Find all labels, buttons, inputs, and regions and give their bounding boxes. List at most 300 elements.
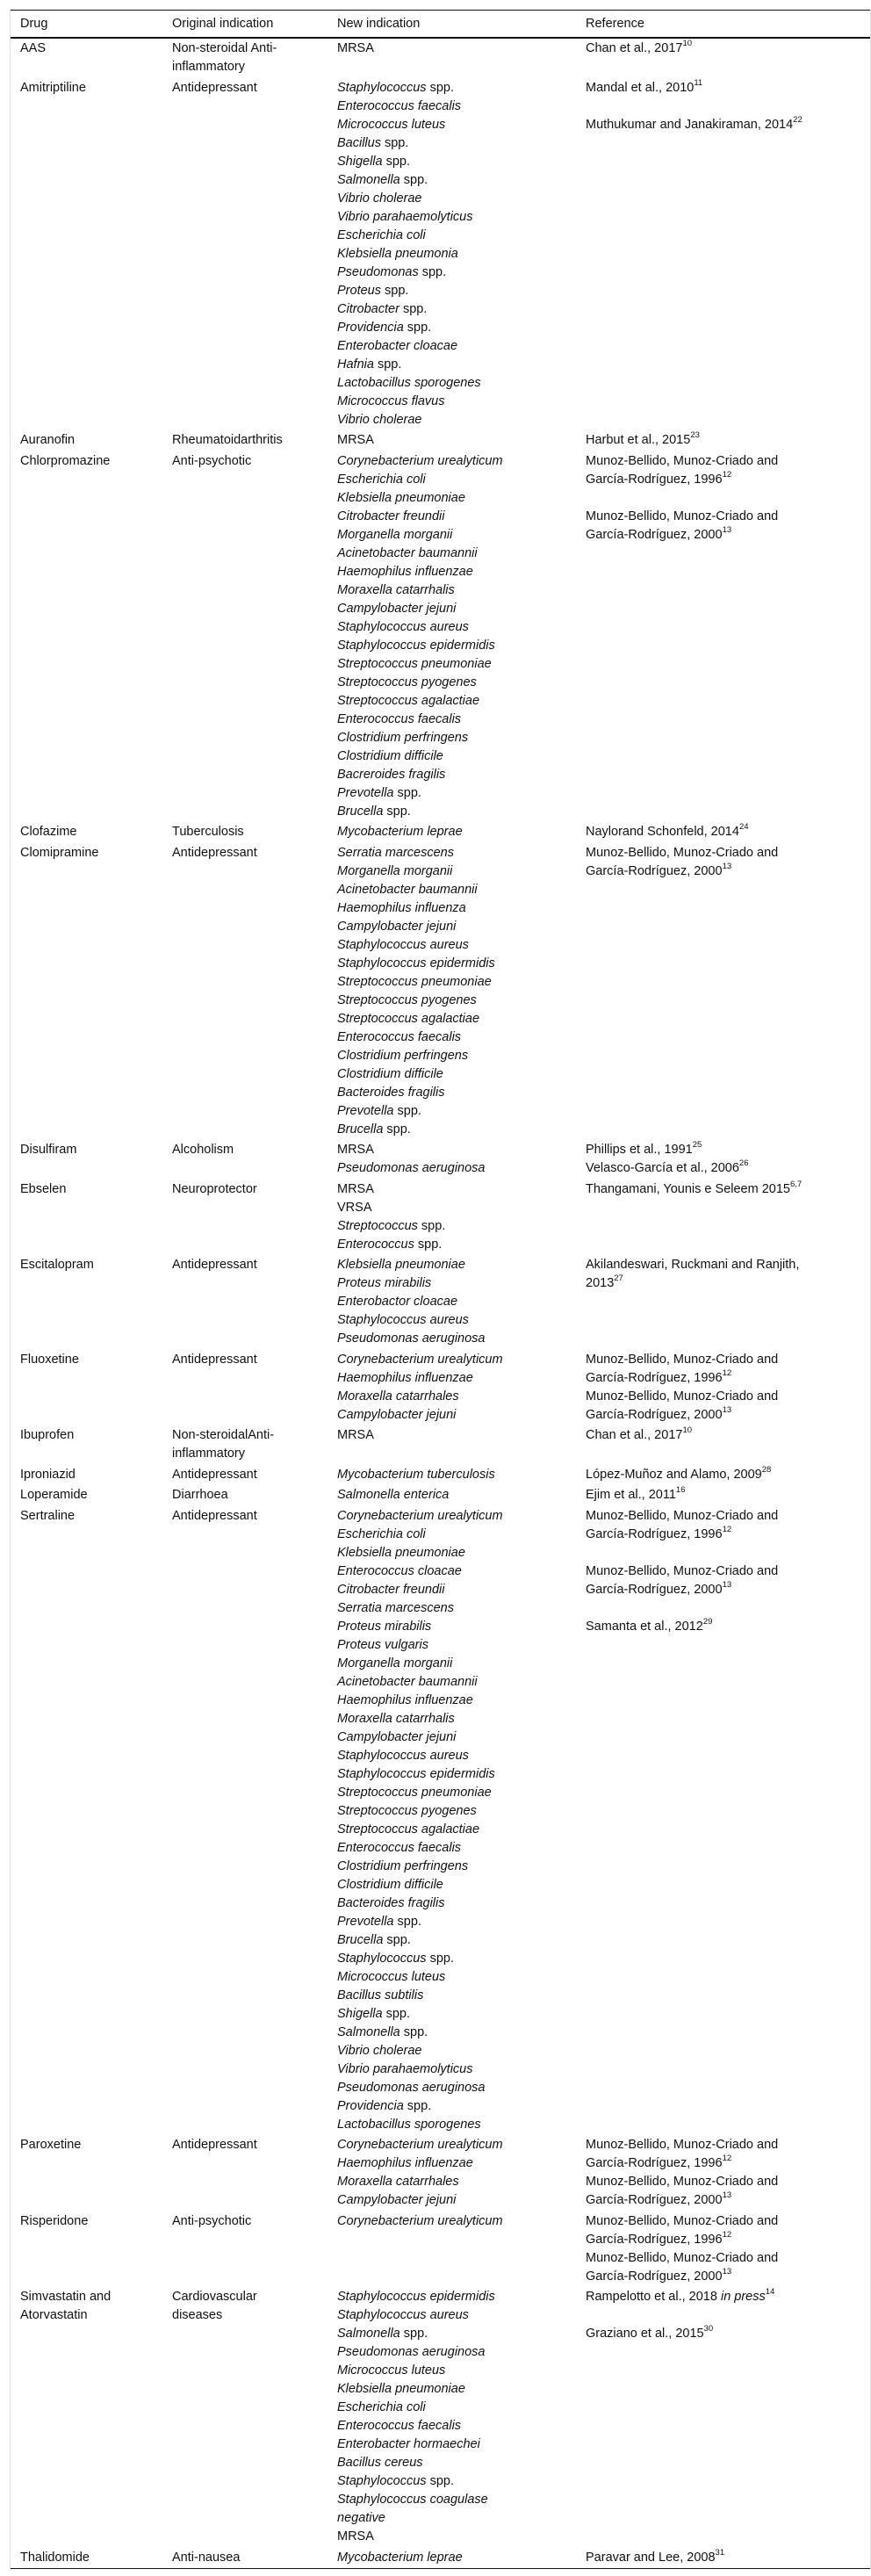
reference-text: Muthukumar and Janakiraman, 2014 bbox=[586, 117, 794, 132]
drug-cell bbox=[11, 1486, 162, 1504]
drug-name: Paroxetine bbox=[20, 2138, 82, 2152]
reference-line bbox=[586, 1618, 868, 1636]
new-indication-item bbox=[337, 2454, 576, 2472]
new-indication-item bbox=[337, 1466, 576, 1484]
new-indication-cell bbox=[328, 1141, 576, 1178]
original-indication: Anti-psychotic bbox=[172, 2213, 252, 2228]
drug-cell bbox=[11, 1256, 162, 1348]
reference-text: Naylorand Schonfeld, 2014 bbox=[586, 825, 739, 839]
new-indication-item bbox=[337, 600, 576, 618]
new-indication-item bbox=[337, 1839, 576, 1858]
organism-name: Corynebacterium urealyticum bbox=[337, 2213, 503, 2228]
original-indication-cell bbox=[162, 1426, 328, 1463]
drug-repurposing-table bbox=[10, 10, 871, 2569]
new-indication-item bbox=[337, 2288, 576, 2306]
reference-cell bbox=[576, 1486, 868, 1504]
reference-text: Munoz-Bellido, Munoz-Criado and bbox=[586, 845, 779, 860]
organism-qualifier: spp. bbox=[393, 1103, 421, 1118]
organism-name: Prevotella bbox=[337, 1103, 394, 1118]
table-row bbox=[11, 430, 870, 451]
organism-name: Pseudomonas bbox=[337, 264, 419, 279]
organism-qualifier: spp. bbox=[382, 2006, 411, 2021]
organism-name: Moraxella catarrhalis bbox=[337, 1711, 455, 1726]
reference-line bbox=[586, 1274, 868, 1293]
reference-cell bbox=[576, 2549, 868, 2567]
table-row bbox=[11, 2287, 870, 2548]
reference-text: García-Rodríguez, 1996 bbox=[586, 2232, 723, 2247]
drug-cell bbox=[11, 1466, 162, 1484]
new-indication-cell bbox=[328, 40, 576, 76]
reference-line bbox=[586, 508, 868, 526]
new-indication-item bbox=[337, 2435, 576, 2454]
organism-qualifier: spp. bbox=[414, 1237, 443, 1252]
original-indication-cell bbox=[162, 40, 328, 76]
reference-cell bbox=[576, 452, 868, 821]
new-indication-item bbox=[337, 766, 576, 784]
organism-qualifier: spp. bbox=[373, 357, 402, 372]
new-indication-item bbox=[337, 881, 576, 899]
original-indication: Antidepressant bbox=[172, 845, 257, 860]
table-row bbox=[11, 1506, 870, 2136]
organism-qualifier: spp. bbox=[383, 1932, 411, 1947]
original-indication: diseases bbox=[172, 2308, 223, 2322]
reference-line bbox=[586, 1406, 868, 1425]
drug-name: Loperamide bbox=[20, 1488, 88, 1502]
new-indication-item bbox=[337, 1065, 576, 1084]
reference-text: Munoz-Bellido, Munoz-Criado and bbox=[586, 2138, 779, 2152]
original-indication: Antidepressant bbox=[172, 2138, 257, 2152]
new-indication-item bbox=[337, 618, 576, 637]
organism-qualifier: spp. bbox=[400, 2024, 428, 2039]
new-indication-cell bbox=[328, 1351, 576, 1425]
organism-name: Salmonella bbox=[337, 2024, 400, 2039]
organism-name: Providencia bbox=[337, 2098, 404, 2113]
reference-line bbox=[586, 1351, 868, 1369]
organism-qualifier: spp. bbox=[400, 2327, 428, 2341]
drug-name: Auranofin bbox=[20, 433, 76, 447]
reference-line bbox=[586, 1466, 868, 1484]
reference-line bbox=[586, 1388, 868, 1406]
new-indication-item bbox=[337, 1426, 576, 1445]
new-indication-item bbox=[337, 1526, 576, 1544]
header-new-indication: New indication bbox=[337, 16, 421, 31]
new-indication-item bbox=[337, 2399, 576, 2417]
new-indication-item bbox=[337, 452, 576, 471]
organism-name: Pseudomonas aeruginosa bbox=[337, 1161, 486, 1175]
reference-line bbox=[586, 2268, 868, 2286]
reference-line bbox=[586, 2306, 868, 2325]
new-indication-item bbox=[337, 1581, 576, 1599]
citation-number: 13 bbox=[722, 524, 732, 535]
organism-name: Enterobactor cloacae bbox=[337, 1295, 458, 1309]
organism-name: Moraxella catarrhales bbox=[337, 1389, 459, 1403]
reference-line bbox=[586, 2154, 868, 2173]
new-indication-item bbox=[337, 2306, 576, 2325]
organism-name: Brucella bbox=[337, 804, 384, 819]
organism-name: Vibrio parahaemolyticus bbox=[337, 2061, 473, 2076]
reference-cell bbox=[576, 40, 868, 76]
new-indication-item bbox=[337, 40, 576, 58]
organism-name: Acinetobacter baumannii bbox=[337, 882, 478, 897]
new-indication-item bbox=[337, 319, 576, 337]
new-indication-item bbox=[337, 1765, 576, 1784]
organism-name: Streptococcus agalactiae bbox=[337, 693, 480, 708]
organism-name: Micrococcus luteus bbox=[337, 2363, 446, 2378]
organism-name: Pseudomonas aeruginosa bbox=[337, 2345, 486, 2359]
reference-text: García-Rodríguez, 1996 bbox=[586, 472, 723, 487]
organism-name: Staphylococcus bbox=[337, 2474, 427, 2488]
new-indication-item bbox=[337, 545, 576, 563]
organism-qualifier: spp. bbox=[393, 1914, 421, 1929]
new-indication-item bbox=[337, 1217, 576, 1236]
citation-number: 10 bbox=[682, 39, 693, 49]
organism-name: Staphylococcus aureus bbox=[337, 619, 469, 634]
drug-cell bbox=[11, 823, 162, 841]
new-indication-item bbox=[337, 973, 576, 992]
reference-text: Munoz-Bellido, Munoz-Criado and bbox=[586, 453, 779, 468]
new-indication-item bbox=[337, 692, 576, 711]
drug-cell bbox=[11, 1180, 162, 1254]
organism-qualifier: spp. bbox=[400, 172, 428, 187]
organism-name: Vibrio cholerae bbox=[337, 191, 422, 206]
new-indication-item bbox=[337, 79, 576, 97]
new-indication-item bbox=[337, 1028, 576, 1047]
new-indication-item bbox=[337, 282, 576, 300]
reference-cell bbox=[576, 1466, 868, 1484]
organism-name: Vibrio cholerae bbox=[337, 2043, 422, 2058]
table-row bbox=[11, 1425, 870, 1465]
new-indication-cell bbox=[328, 1426, 576, 1463]
reference-text: García-Rodríguez, 2000 bbox=[586, 2269, 723, 2284]
new-indication-item bbox=[337, 190, 576, 208]
organism-name: Serratia marcescens bbox=[337, 845, 454, 860]
organism-name: Clostridium perfringens bbox=[337, 730, 469, 745]
organism-name: Corynebacterium urealyticum bbox=[337, 2138, 503, 2152]
new-indication-item bbox=[337, 356, 576, 374]
organism-qualifier: spp. bbox=[418, 264, 447, 279]
organism-name: Clostridium perfringens bbox=[337, 1858, 469, 1873]
organism-qualifier: spp. bbox=[393, 785, 421, 800]
organism-name: Micrococcus luteus bbox=[337, 117, 446, 132]
organism-name: Citrobacter freundii bbox=[337, 1582, 445, 1597]
organism-name: Enterococcus faecalis bbox=[337, 1840, 462, 1855]
reference-line bbox=[586, 452, 868, 471]
new-indication-item bbox=[337, 1728, 576, 1747]
original-indication-cell bbox=[162, 2549, 328, 2567]
new-indication-item bbox=[337, 134, 576, 153]
new-indication-item bbox=[337, 955, 576, 973]
organism-name: Enterococcus faecalis bbox=[337, 2419, 462, 2433]
organism-name: Mycobacterium leprae bbox=[337, 825, 463, 839]
drug-name: Ebselen bbox=[20, 1181, 67, 1196]
reference-cell bbox=[576, 844, 868, 1139]
new-indication-item bbox=[337, 1968, 576, 1987]
organism-name: Enterococcus cloacae bbox=[337, 1563, 462, 1578]
organism-name: Staphylococcus aureus bbox=[337, 1313, 469, 1327]
drug-name: Atorvastatin bbox=[20, 2308, 88, 2322]
table-row bbox=[11, 78, 870, 431]
new-indication-item bbox=[337, 2472, 576, 2491]
reference-cell bbox=[576, 2212, 868, 2286]
new-indication-item bbox=[337, 393, 576, 411]
reference-line bbox=[586, 471, 868, 489]
organism-name: Salmonella enterica bbox=[337, 1488, 450, 1502]
organism-name: Streptococcus pyogenes bbox=[337, 1803, 477, 1818]
organism-name: Streptococcus pneumoniae bbox=[337, 974, 492, 989]
citation-number: 25 bbox=[692, 1140, 702, 1151]
header-drug: Drug bbox=[20, 16, 48, 31]
original-indication: Antidepressant bbox=[172, 1508, 257, 1523]
reference-line bbox=[586, 40, 868, 58]
reference-text: Akilandeswari, Ruckmani and Ranjith, bbox=[586, 1258, 800, 1272]
organism-qualifier: spp. bbox=[399, 301, 428, 316]
reference-line bbox=[586, 2549, 868, 2567]
original-indication: Antidepressant bbox=[172, 80, 257, 95]
original-indication: Non-steroidal Anti- bbox=[172, 41, 277, 55]
new-indication-item bbox=[337, 1987, 576, 2005]
new-indication-cell bbox=[328, 1466, 576, 1484]
new-indication-item bbox=[337, 2509, 576, 2528]
new-indication-item bbox=[337, 563, 576, 581]
new-indication-cell bbox=[328, 1507, 576, 2134]
organism-qualifier: VRSA bbox=[337, 1200, 372, 1215]
new-indication-item bbox=[337, 823, 576, 841]
table-row bbox=[11, 2212, 870, 2288]
organism-qualifier: MRSA bbox=[337, 2529, 374, 2544]
table-body bbox=[11, 39, 870, 2569]
organism-name: Staphylococcus bbox=[337, 1951, 427, 1966]
new-indication-item bbox=[337, 1913, 576, 1931]
reference-line bbox=[586, 2249, 868, 2268]
new-indication-item bbox=[337, 803, 576, 821]
new-indication-item bbox=[337, 1599, 576, 1618]
original-indication-cell bbox=[162, 2212, 328, 2286]
new-indication-item bbox=[337, 1747, 576, 1765]
organism-name: Enterococcus bbox=[337, 1237, 414, 1252]
reference-line bbox=[586, 2212, 868, 2231]
table-row bbox=[11, 1180, 870, 1256]
organism-name: Staphylococcus aureus bbox=[337, 937, 469, 952]
new-indication-item bbox=[337, 1950, 576, 1968]
new-indication-item bbox=[337, 2343, 576, 2362]
drug-cell bbox=[11, 1141, 162, 1178]
new-indication-item bbox=[337, 637, 576, 655]
reference-line bbox=[586, 1159, 868, 1178]
organism-name: Providencia bbox=[337, 320, 404, 335]
new-indication-item bbox=[337, 862, 576, 881]
organism-name: Streptococcus pneumoniae bbox=[337, 1785, 492, 1800]
organism-name: Lactobacillus sporogenes bbox=[337, 375, 481, 390]
new-indication-item bbox=[337, 2005, 576, 2024]
organism-name: Bacreroides fragilis bbox=[337, 767, 446, 782]
header-reference: Reference bbox=[586, 16, 644, 31]
new-indication-item bbox=[337, 1010, 576, 1028]
reference-text: Harbut et al., 2015 bbox=[586, 433, 691, 447]
table-header bbox=[11, 10, 870, 39]
reference-text: López-Muñoz and Alamo, 2009 bbox=[586, 1467, 762, 1482]
original-indication: Neuroprotector bbox=[172, 1181, 257, 1196]
new-indication-item bbox=[337, 153, 576, 171]
citation-number: 13 bbox=[722, 1579, 732, 1590]
original-indication: Antidepressant bbox=[172, 1352, 257, 1367]
organism-name: Staphylococcus epidermidis bbox=[337, 638, 495, 653]
organism-name: Citrobacter bbox=[337, 301, 400, 316]
table-row bbox=[11, 1140, 870, 1180]
reference-line bbox=[586, 2173, 868, 2191]
citation-number: 22 bbox=[793, 114, 803, 125]
organism-name: Campylobacter jejuni bbox=[337, 2193, 457, 2207]
organism-name: Klebsiella pneumoniae bbox=[337, 1258, 465, 1272]
reference-text: Mandal et al., 2010 bbox=[586, 80, 695, 95]
new-indication-item bbox=[337, 208, 576, 227]
new-indication-cell bbox=[328, 1256, 576, 1348]
reference-text: Munoz-Bellido, Munoz-Criado and bbox=[586, 1508, 779, 1523]
organism-name: Staphylococcus bbox=[337, 80, 427, 95]
reference-text: Samanta et al., 2012 bbox=[586, 1619, 703, 1634]
new-indication-item bbox=[337, 431, 576, 450]
drug-name: Clofazime bbox=[20, 825, 77, 839]
citation-number: 24 bbox=[738, 822, 749, 833]
organism-name: Lactobacillus sporogenes bbox=[337, 2117, 481, 2132]
new-indication-item bbox=[337, 489, 576, 508]
original-indication-cell bbox=[162, 79, 328, 429]
new-indication-item bbox=[337, 899, 576, 918]
organism-name: Enterococcus faecalis bbox=[337, 98, 462, 113]
new-indication-item bbox=[337, 1655, 576, 1673]
reference-text: Ejim et al., 2011 bbox=[586, 1488, 676, 1502]
new-indication-item bbox=[337, 1236, 576, 1254]
new-indication-item bbox=[337, 844, 576, 862]
new-indication-item bbox=[337, 1388, 576, 1406]
citation-number: 23 bbox=[690, 430, 700, 441]
organism-name: Vibrio cholerae bbox=[337, 412, 422, 427]
organism-name: Serratia marcescens bbox=[337, 1600, 454, 1615]
original-indication-cell bbox=[162, 452, 328, 821]
organism-name: Prevotella bbox=[337, 785, 394, 800]
new-indication-item bbox=[337, 1199, 576, 1217]
organism-name: Brucella bbox=[337, 1122, 384, 1136]
new-indication-item bbox=[337, 1858, 576, 1876]
original-indication-cell bbox=[162, 2136, 328, 2210]
original-indication: Anti-psychotic bbox=[172, 453, 252, 468]
reference-line bbox=[586, 2325, 868, 2343]
new-indication-item bbox=[337, 245, 576, 263]
new-indication-cell bbox=[328, 2549, 576, 2567]
table-row bbox=[11, 822, 870, 843]
organism-name: Campylobacter jejuni bbox=[337, 1407, 457, 1422]
new-indication-cell bbox=[328, 823, 576, 841]
new-indication-item bbox=[337, 227, 576, 245]
new-indication-item bbox=[337, 97, 576, 116]
organism-name: Haemophilus influenzae bbox=[337, 1692, 473, 1707]
organism-name: Bacillus bbox=[337, 135, 381, 150]
new-indication-item bbox=[337, 2380, 576, 2399]
reference-line bbox=[586, 844, 868, 862]
organism-name: Pseudomonas aeruginosa bbox=[337, 2080, 486, 2095]
drug-cell bbox=[11, 79, 162, 429]
table-row bbox=[11, 1485, 870, 1506]
organism-name: Clostridium difficile bbox=[337, 1066, 443, 1081]
organism-name: Haemophilus influenzae bbox=[337, 1370, 473, 1385]
organism-name: Hafnia bbox=[337, 357, 374, 372]
new-indication-item bbox=[337, 374, 576, 393]
table-row bbox=[11, 2548, 870, 2569]
organism-qualifier: MRSA bbox=[337, 1143, 374, 1157]
organism-name: Klebsiella pneumoniae bbox=[337, 490, 465, 505]
new-indication-item bbox=[337, 508, 576, 526]
reference-line bbox=[586, 1599, 868, 1618]
drug-name: Simvastatin and bbox=[20, 2290, 112, 2304]
table-row bbox=[11, 1465, 870, 1486]
new-indication-item bbox=[337, 1141, 576, 1159]
reference-text: Munoz-Bellido, Munoz-Criado and bbox=[586, 509, 779, 523]
reference-text: García-Rodríguez, 2000 bbox=[586, 1407, 723, 1422]
drug-cell bbox=[11, 452, 162, 821]
reference-text: García-Rodríguez, 2000 bbox=[586, 2193, 723, 2207]
organism-name: Proteus mirabilis bbox=[337, 1619, 432, 1634]
reference-text: García-Rodríguez, 1996 bbox=[586, 2156, 723, 2170]
reference-text: Munoz-Bellido, Munoz-Criado and bbox=[586, 2175, 779, 2189]
new-indication-item bbox=[337, 411, 576, 429]
original-indication: inflammatory bbox=[172, 1447, 245, 1461]
reference-text: Graziano et al., 2015 bbox=[586, 2327, 704, 2341]
new-indication-item bbox=[337, 2136, 576, 2154]
new-indication-cell bbox=[328, 1180, 576, 1254]
reference-cell bbox=[576, 823, 868, 841]
reference-text: García-Rodríguez, 2000 bbox=[586, 863, 723, 878]
new-indication-item bbox=[337, 1876, 576, 1894]
drug-name: AAS bbox=[20, 41, 47, 55]
organism-name: Morganella morganii bbox=[337, 527, 453, 542]
organism-qualifier: spp. bbox=[426, 2474, 454, 2488]
original-indication: inflammatory bbox=[172, 60, 245, 74]
new-indication-item bbox=[337, 747, 576, 766]
new-indication-item bbox=[337, 2154, 576, 2173]
new-indication-item bbox=[337, 1507, 576, 1526]
organism-name: Shigella bbox=[337, 2006, 383, 2021]
original-indication-cell bbox=[162, 1180, 328, 1254]
new-indication-item bbox=[337, 1102, 576, 1121]
new-indication-item bbox=[337, 711, 576, 729]
reference-text: Thangamani, Younis e Seleem 2015 bbox=[586, 1181, 790, 1196]
reference-text: Munoz-Bellido, Munoz-Criado and bbox=[586, 1389, 779, 1403]
original-indication: Alcoholism bbox=[172, 1143, 234, 1157]
drug-name: Amitriptiline bbox=[20, 80, 86, 95]
reference-text: García-Rodríguez, 1996 bbox=[586, 1370, 723, 1385]
organism-name: Enterococcus faecalis bbox=[337, 711, 462, 726]
new-indication-item bbox=[337, 918, 576, 936]
new-indication-item bbox=[337, 1931, 576, 1950]
organism-name: Staphylococcus aureus bbox=[337, 2308, 469, 2322]
reference-line bbox=[586, 823, 868, 841]
reference-line bbox=[586, 97, 868, 116]
new-indication-cell bbox=[328, 431, 576, 450]
organism-name: Campylobacter jejuni bbox=[337, 1729, 457, 1744]
reference-cell bbox=[576, 2288, 868, 2546]
original-indication: Non-steroidalAnti- bbox=[172, 1428, 275, 1442]
original-indication-cell bbox=[162, 1466, 328, 1484]
citation-number: 13 bbox=[722, 2190, 732, 2201]
organism-name: Enterococcus faecalis bbox=[337, 1029, 462, 1044]
new-indication-item bbox=[337, 1084, 576, 1102]
reference-line bbox=[586, 1507, 868, 1526]
header-original-indication: Original indication bbox=[172, 16, 274, 31]
new-indication-cell bbox=[328, 452, 576, 821]
reference-cell bbox=[576, 1507, 868, 2134]
original-indication-cell bbox=[162, 844, 328, 1139]
organism-qualifier: spp. bbox=[403, 320, 432, 335]
organism-name: Micrococcus flavus bbox=[337, 393, 445, 408]
